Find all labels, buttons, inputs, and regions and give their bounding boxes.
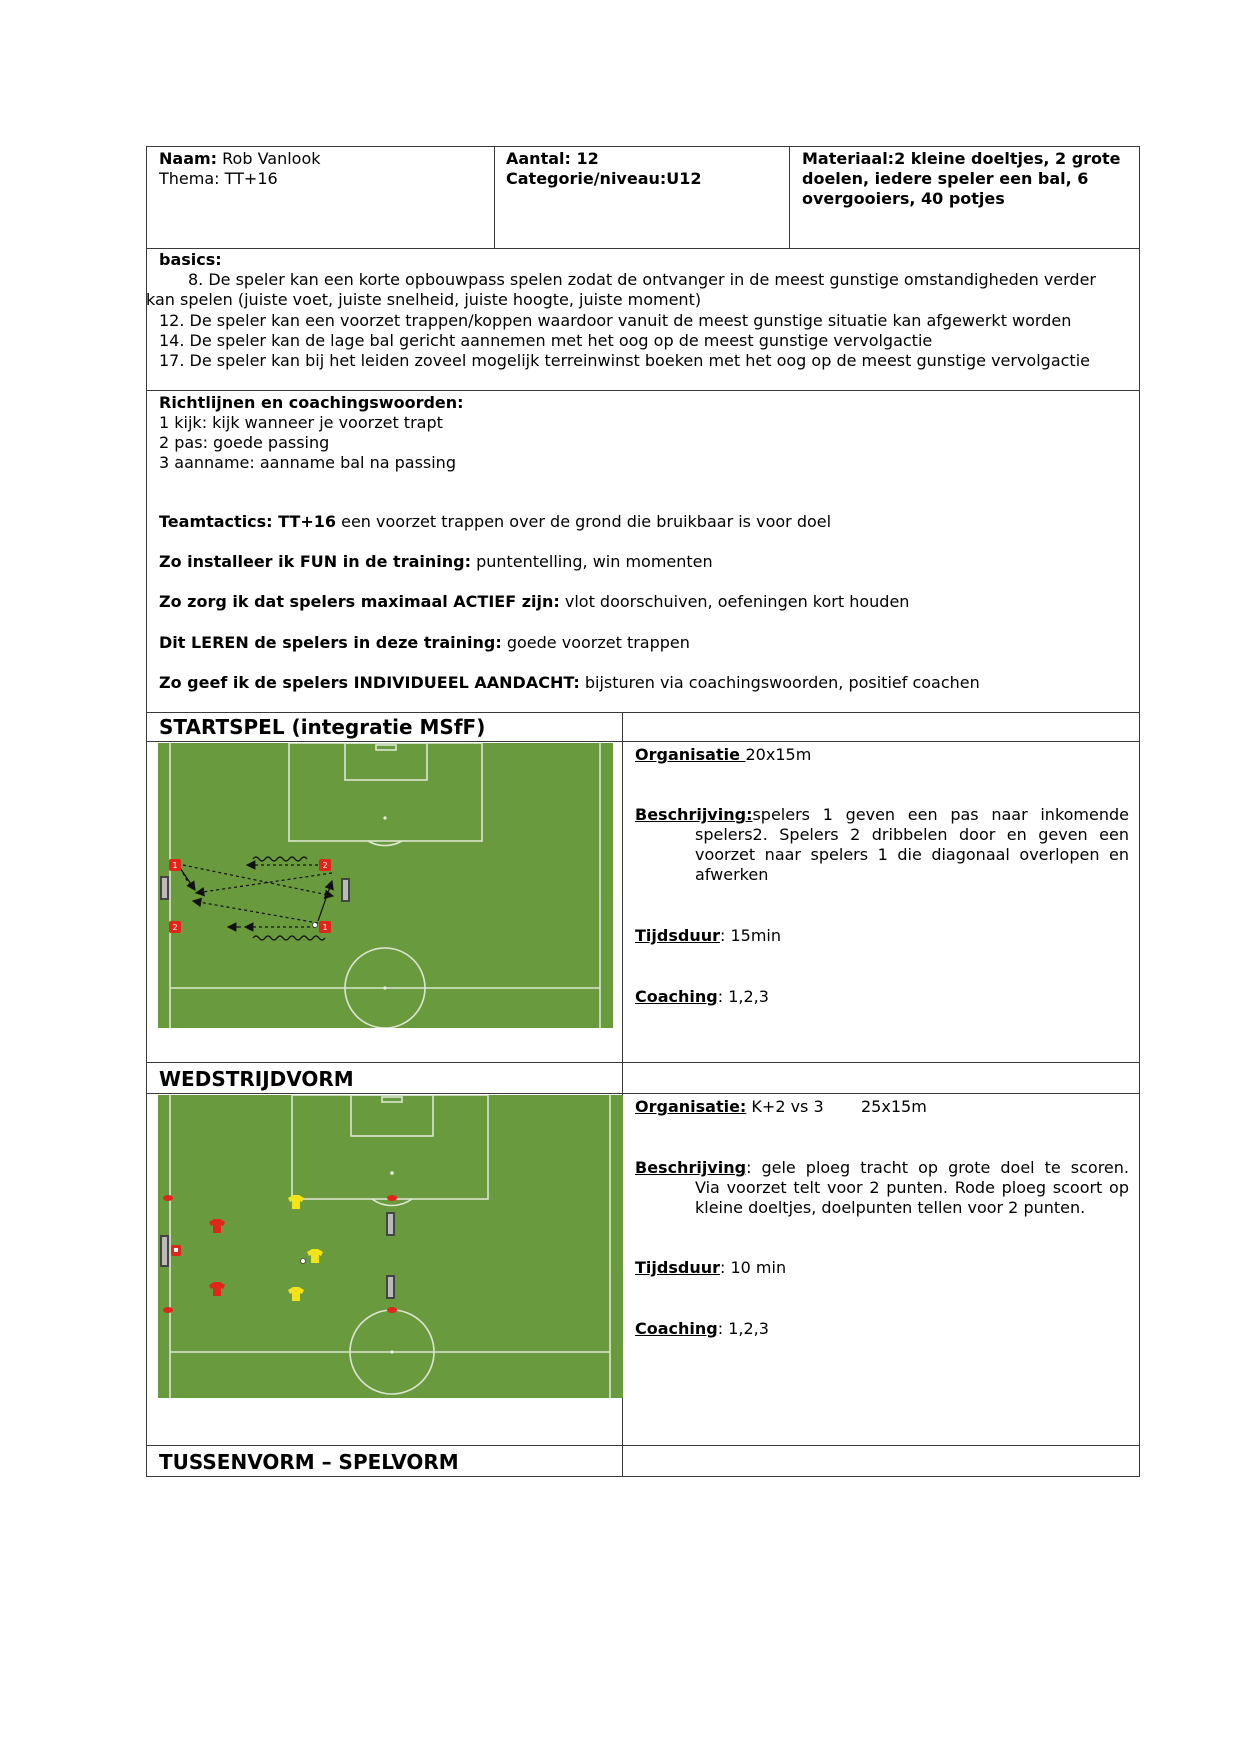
startspel-pitch-svg bbox=[158, 743, 613, 1028]
startspel-tijdsduur bbox=[635, 926, 781, 946]
basics-line: kan spelen (juiste voet, juiste snelheid, juiste hoogte, juiste moment) bbox=[146, 290, 702, 309]
table-border-basics-bottom bbox=[146, 390, 1140, 391]
materiaal-line-1: Materiaal:2 kleine doeltjes, 2 grote bbox=[802, 149, 1121, 168]
naam-value: Rob Vanlook bbox=[222, 149, 321, 168]
wedstrijdvorm-pitch-svg bbox=[158, 1095, 623, 1398]
actief-label: Zo zorg ik dat spelers maximaal ACTIEF zijn: bbox=[159, 592, 560, 611]
leren-label: Dit LEREN de spelers in deze training: bbox=[159, 633, 502, 652]
player-2-bottom-left bbox=[169, 921, 181, 933]
basics-line: 14. De speler kan de lage bal gericht aannemen met het oog op de meest gunstige vervolgactie bbox=[159, 331, 933, 350]
table-border-bottom bbox=[146, 1476, 1140, 1477]
table-border-header-bottom bbox=[146, 248, 1140, 249]
startspel-coaching bbox=[635, 987, 769, 1007]
richtlijnen-line: 1 kijk: kijk wanneer je voorzet trapt bbox=[159, 413, 443, 432]
table-border-top bbox=[146, 146, 1140, 147]
naam-line bbox=[159, 149, 321, 169]
small-goal-right bbox=[341, 878, 350, 902]
wedstrijdvorm-organisatie-size: 25x15m bbox=[861, 1097, 927, 1116]
big-goal-left bbox=[160, 1235, 169, 1267]
coaching-value: : 1,2,3 bbox=[717, 1319, 769, 1338]
tussenvorm-title: TUSSENVORM – SPELVORM bbox=[159, 1450, 459, 1474]
leren-line bbox=[159, 633, 690, 653]
basics-line: 8. De speler kan een korte opbouwpass spelen zodat de ontvanger in de meest gunstige omstandigheden verder bbox=[187, 270, 1097, 289]
table-border-right bbox=[1139, 146, 1140, 1477]
table-border-startspel-bottom bbox=[146, 1062, 1140, 1063]
wedstrijdvorm-title: WEDSTRIJDVORM bbox=[159, 1067, 354, 1091]
tijdsduur-label: Tijdsduur bbox=[635, 926, 720, 945]
individueel-value: bijsturen via coachingswoorden, positief coachen bbox=[579, 673, 980, 692]
fun-value: puntentelling, win momenten bbox=[470, 552, 713, 571]
player-number: 1 bbox=[172, 861, 178, 870]
fun-label: Zo installeer ik FUN in de training: bbox=[159, 552, 471, 571]
organisatie-value: 20x15m bbox=[745, 745, 812, 764]
startspel-organisatie bbox=[635, 745, 811, 765]
small-goal-lower bbox=[386, 1275, 395, 1299]
tijdsduur-label: Tijdsduur bbox=[635, 1258, 720, 1277]
beschrijving-label: Beschrijving bbox=[635, 1158, 747, 1177]
wedstrijdvorm-tijdsduur bbox=[635, 1258, 786, 1278]
player-number: 2 bbox=[172, 923, 178, 932]
table-border-startspel-title-bottom bbox=[146, 741, 1140, 742]
organisatie-label: Organisatie bbox=[635, 745, 746, 764]
basics-title: basics: bbox=[159, 250, 222, 269]
small-goal-upper bbox=[386, 1212, 395, 1236]
header-divider-2 bbox=[789, 146, 790, 249]
table-border-richtlijnen-bottom bbox=[146, 712, 1140, 713]
individueel-line bbox=[159, 673, 980, 693]
teamtactics-label: Teamtactics: TT+16 bbox=[159, 512, 337, 531]
red-goalkeeper bbox=[171, 1245, 181, 1256]
basics-line: 17. De speler kan bij het leiden zoveel mogelijk terreinwinst boeken met het oog op de meest gunstige vervolgactie bbox=[159, 351, 1090, 370]
teamtactics-line bbox=[159, 512, 831, 532]
organisatie-label: Organisatie: bbox=[635, 1097, 747, 1116]
player-1-top-left bbox=[169, 859, 181, 871]
wedstrijdvorm-beschrijving-rest: Via voorzet telt voor 2 punten. Rode ploeg scoort op kleine doeltjes, doelpunten tellen voor 2 punten. bbox=[695, 1178, 1129, 1217]
tijdsduur-value: : 15min bbox=[719, 926, 781, 945]
naam-label: Naam: bbox=[159, 149, 218, 168]
materiaal-line-3: overgooiers, 40 potjes bbox=[802, 189, 1005, 208]
tijdsduur-value: : 10 min bbox=[719, 1258, 787, 1277]
basics-line: 12. De speler kan een voorzet trappen/koppen waardoor vanuit de meest gunstige situatie kan afgewerkt worden bbox=[159, 311, 1072, 330]
player-1-bottom-right bbox=[319, 921, 331, 933]
teamtactics-value: een voorzet trappen over de grond die bruikbaar is voor doel bbox=[336, 512, 832, 531]
actief-value: vlot doorschuiven, oefeningen kort houden bbox=[559, 592, 910, 611]
startspel-beschrijving bbox=[635, 805, 1129, 825]
beschrijving-first-line: spelers 1 geven een pas naar inkomende bbox=[752, 805, 1129, 824]
categorie: Categorie/niveau:U12 bbox=[506, 169, 702, 188]
startspel-title: STARTSPEL (integratie MSfF) bbox=[159, 715, 486, 739]
player-number: 2 bbox=[322, 861, 328, 870]
richtlijnen-title: Richtlijnen en coachingswoorden: bbox=[159, 393, 464, 412]
organisatie-value: K+2 vs 3 bbox=[746, 1097, 824, 1116]
wedstrijdvorm-pitch-diagram bbox=[158, 1095, 623, 1398]
coaching-label: Coaching bbox=[635, 987, 718, 1006]
thema-label: Thema: bbox=[159, 169, 220, 188]
richtlijnen-line: 2 pas: goede passing bbox=[159, 433, 330, 452]
aantal: Aantal: 12 bbox=[506, 149, 599, 168]
coaching-label: Coaching bbox=[635, 1319, 718, 1338]
startspel-beschrijving-rest: spelers2. Spelers 2 dribbelen door en geven een voorzet naar spelers 1 die diagonaal overlopen en afwerken bbox=[695, 825, 1129, 884]
actief-line bbox=[159, 592, 909, 612]
startspel-pitch-diagram bbox=[158, 743, 613, 1028]
header-divider-1 bbox=[494, 146, 495, 249]
coaching-value: : 1,2,3 bbox=[717, 987, 769, 1006]
beschrijving-label: Beschrijving: bbox=[635, 805, 753, 824]
thema-value: TT+16 bbox=[224, 169, 278, 188]
small-goal-left bbox=[160, 876, 169, 900]
richtlijnen-line: 3 aanname: aanname bal na passing bbox=[159, 453, 456, 472]
ball bbox=[301, 1259, 306, 1264]
table-border-wedstrijd-bottom bbox=[146, 1445, 1140, 1446]
fun-line bbox=[159, 552, 713, 572]
ball bbox=[313, 923, 318, 928]
thema-line bbox=[159, 169, 278, 189]
player-2-top-right bbox=[319, 859, 331, 871]
table-border-wedstrijd-title-bottom bbox=[146, 1093, 1140, 1094]
leren-value: goede voorzet trappen bbox=[501, 633, 690, 652]
beschrijving-first-line: : gele ploeg tracht op grote doel te scoren. bbox=[746, 1158, 1129, 1177]
individueel-label: Zo geef ik de spelers INDIVIDUEEL AANDACHT: bbox=[159, 673, 580, 692]
wedstrijdvorm-beschrijving bbox=[635, 1158, 1129, 1178]
materiaal-line-2: doelen, iedere speler een bal, 6 bbox=[802, 169, 1089, 188]
player-number: 1 bbox=[322, 923, 328, 932]
wedstrijdvorm-organisatie bbox=[635, 1097, 824, 1117]
table-border-left bbox=[146, 146, 147, 1477]
wedstrijdvorm-coaching bbox=[635, 1319, 769, 1339]
